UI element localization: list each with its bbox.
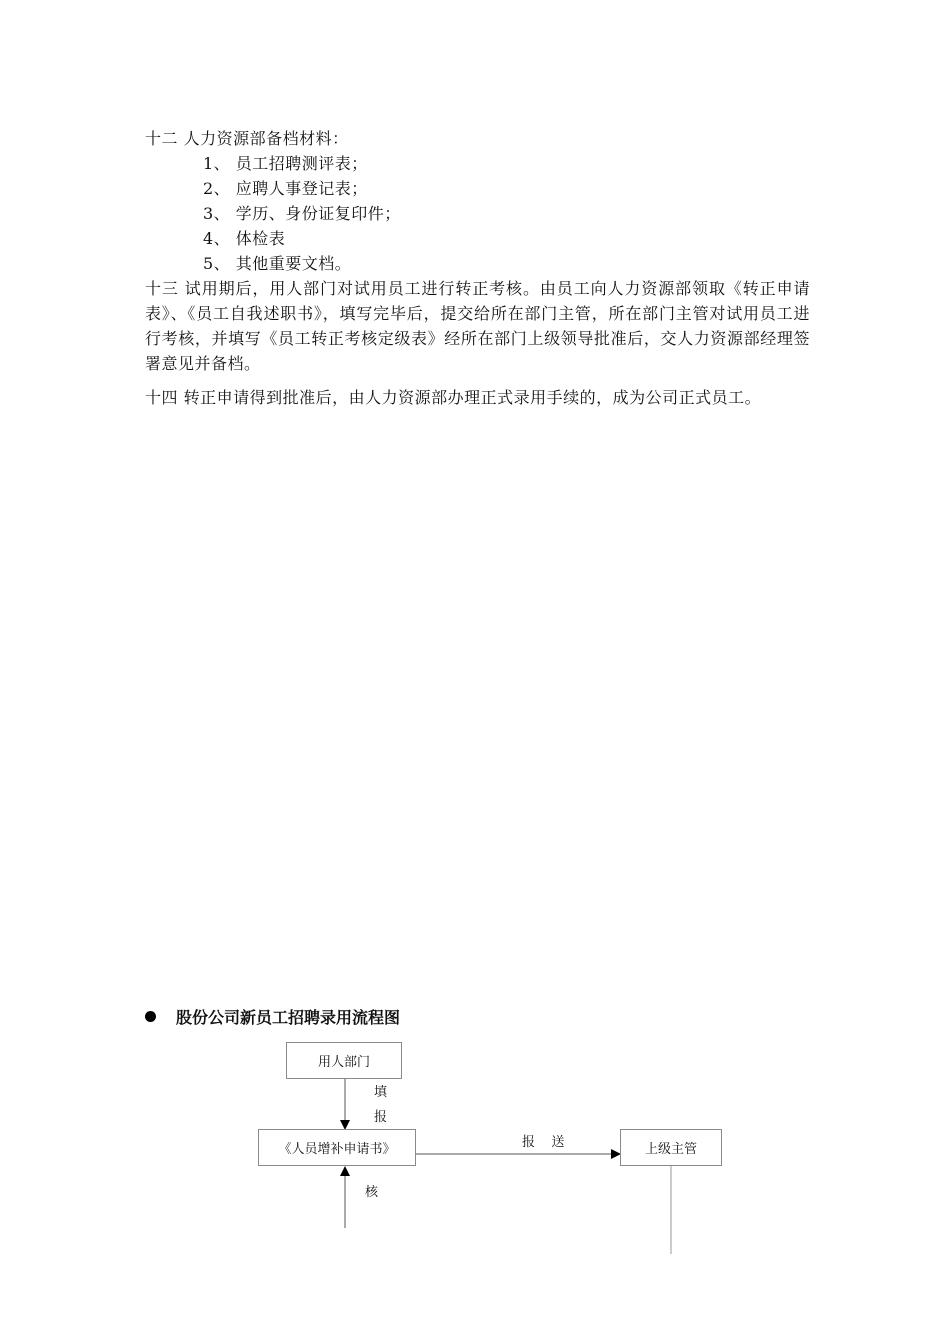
label-report: 报 (374, 1110, 388, 1125)
section-14-paragraph: 十四 转正申请得到批准后，由人力资源部办理正式录用手续的，成为公司正式员工。 (145, 388, 762, 407)
label-review: 核 (365, 1185, 379, 1200)
list-item: 5、 其他重要文档。 (203, 254, 352, 273)
list-item: 3、 学历、身份证复印件； (203, 204, 401, 223)
section-13-paragraph: 十三 试用期后，用人部门对试用员工进行转正考核。由员工向人力资源部领取《转正申请表》、《员工自我述职书》，填写完毕后，提交给所在部门主管，所在部门主管对试用员工进行考核，并填写《员工转正考核定级表》经所在部门上级领导批准后，交人力资源部经理签署意见并备档。 (145, 279, 810, 373)
flowchart-title-text: 股份公司新员工招聘录用流程图 (176, 1008, 401, 1027)
box-staff-request-form: 《人员增补申请书》 (258, 1129, 416, 1166)
list-item: 4、 体检表 (203, 229, 286, 248)
box-hiring-department: 用人部门 (286, 1042, 402, 1079)
section-12-heading: 十二 人力资源部备档材料： (145, 129, 349, 148)
label-fill: 填 (374, 1085, 388, 1100)
box-supervisor: 上级主管 (620, 1129, 722, 1166)
label-send: 报 送 (522, 1135, 565, 1150)
list-item: 2、 应聘人事登记表； (203, 179, 368, 198)
list-item: 1、 员工招聘测评表； (203, 154, 368, 173)
